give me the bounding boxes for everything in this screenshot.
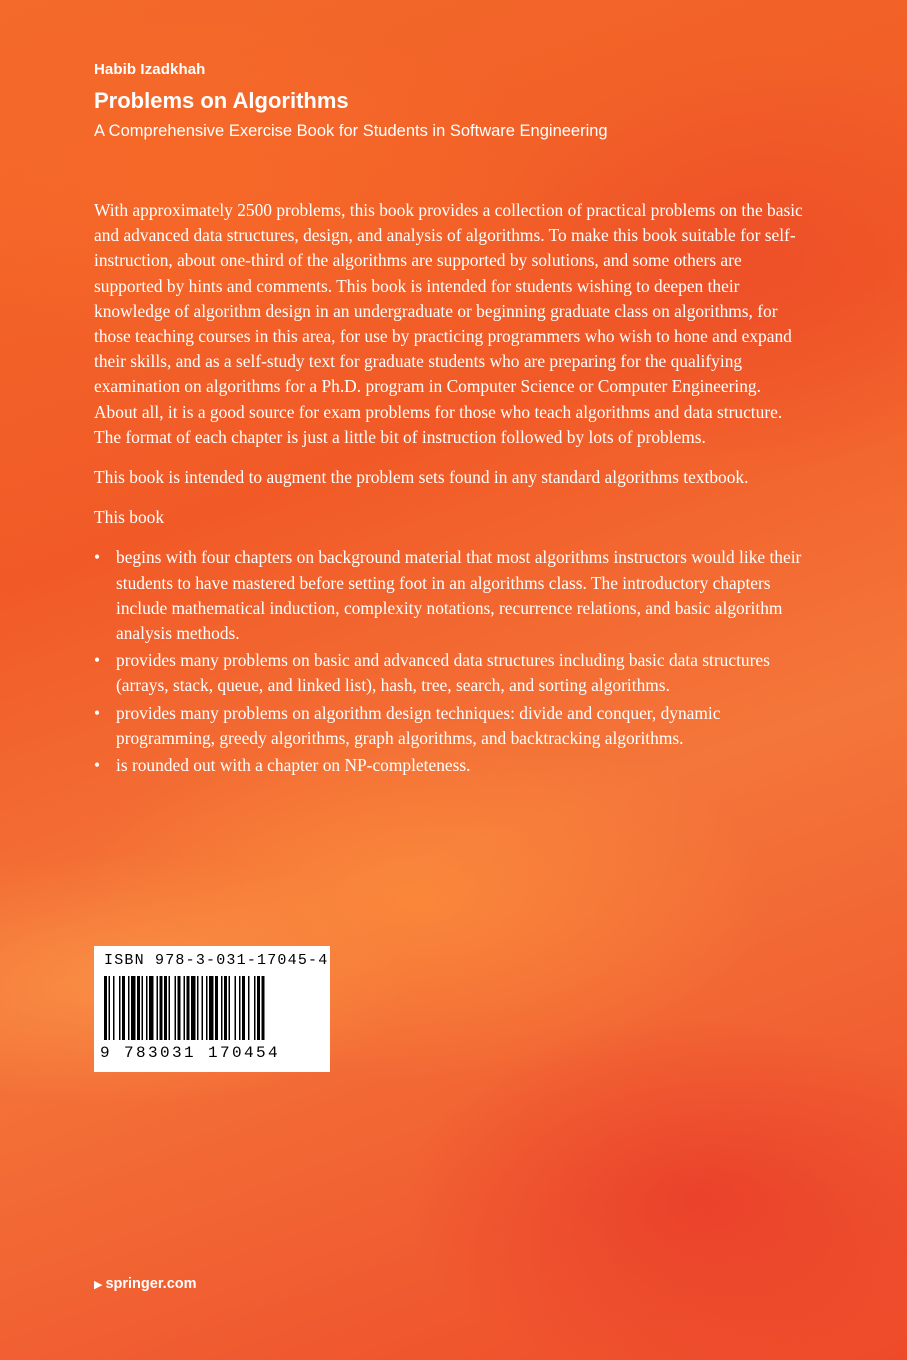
bullet-icon: • xyxy=(94,702,101,723)
barcode-bar xyxy=(187,976,190,1040)
blurb xyxy=(94,198,806,780)
barcode-bar xyxy=(175,976,177,1040)
list-item-text: is rounded out with a chapter on NP-completeness. xyxy=(116,755,471,776)
barcode-bar xyxy=(202,976,204,1040)
barcode-bar xyxy=(235,976,237,1040)
barcode-bar xyxy=(164,976,167,1040)
barcode-bar xyxy=(248,976,250,1040)
author-name: Habib Izadkhah xyxy=(94,61,206,78)
barcode-bar xyxy=(157,976,159,1040)
barcode-bar xyxy=(122,976,125,1040)
barcode-bar xyxy=(209,976,214,1040)
barcode-bar xyxy=(146,976,148,1040)
barcode-bar xyxy=(215,976,218,1040)
blurb-paragraph-2: This book is intended to augment the problem sets found in any standard algorithms textbook. xyxy=(94,467,749,488)
feature-list xyxy=(94,545,806,778)
isbn-barcode xyxy=(94,946,330,1072)
barcode-bar xyxy=(257,976,260,1040)
bullet-icon: • xyxy=(94,547,101,568)
list-item-text: begins with four chapters on background material that most algorithms instructors would like their students to have mastered before setting foot in an algorithms class. The introductory chapters include mathematical induction, complexity notations, recurrence relations, and basic algorithm analysis methods. xyxy=(116,547,802,644)
list-item xyxy=(94,753,806,778)
barcode-bar xyxy=(262,976,265,1040)
cover-header xyxy=(94,60,608,142)
isbn-label: ISBN 978-3-031-17045-4 xyxy=(104,952,329,969)
list-item xyxy=(94,545,806,646)
barcode-bar xyxy=(178,976,181,1040)
barcode-digits: 9 783031 170454 xyxy=(100,1044,281,1062)
barcode-bar xyxy=(229,976,231,1040)
publisher-website[interactable] xyxy=(94,1276,197,1292)
list-item xyxy=(94,701,806,751)
barcode-bar xyxy=(169,976,171,1040)
barcode-bar xyxy=(221,976,223,1040)
website-text: springer.com xyxy=(105,1276,197,1292)
barcode-bar xyxy=(119,976,121,1040)
barcode-bar xyxy=(224,976,227,1040)
barcode-bar xyxy=(206,976,208,1040)
barcode-bar xyxy=(239,976,241,1040)
barcode-bar xyxy=(149,976,154,1040)
barcode-bar xyxy=(104,976,107,1040)
barcode-bar xyxy=(191,976,196,1040)
list-item xyxy=(94,648,806,698)
barcode-bar xyxy=(131,976,136,1040)
barcode-bars xyxy=(104,976,320,1040)
list-item-text: provides many problems on algorithm design techniques: divide and conquer, dynamic programming, greedy algorithms, graph algorithms, and backtracking algorithms. xyxy=(116,702,721,748)
bullet-intro: This book xyxy=(94,507,165,528)
barcode-bar xyxy=(109,976,111,1040)
barcode-bar xyxy=(113,976,115,1040)
barcode-bar xyxy=(142,976,144,1040)
book-title: Problems on Algorithms xyxy=(94,88,349,113)
bullet-icon: • xyxy=(94,650,101,671)
barcode-bar xyxy=(197,976,199,1040)
barcode-bar xyxy=(137,976,140,1040)
barcode-bar xyxy=(254,976,256,1040)
blurb-paragraph-1: With approximately 2500 problems, this book provides a collection of practical problems on the basic and advanced data structures, design, and analysis of algorithms. To make this book suitable for self-instruction, about one-third of the algorithms are supported by solutions, and some others are supported by hints and comments. This book is intended for students wishing to deepen their knowledge of algorithm design in an undergraduate or beginning graduate class on algorithms, for those teaching courses in this area, for use by practicing programmers who wish to hone and expand their skills, and as a self-study text for graduate students who are preparing for the qualifying examination on algorithms for a Ph.D. program in Computer Science or Computer Engineering. About all, it is a good source for exam problems for those who teach algorithms and data structure. The format of each chapter is just a little bit of instruction followed by lots of problems. xyxy=(94,200,803,447)
triangle-right-icon: ▶ xyxy=(94,1279,103,1291)
barcode-bar xyxy=(128,976,130,1040)
book-subtitle: A Comprehensive Exercise Book for Students in Software Engineering xyxy=(94,122,608,140)
barcode-bar xyxy=(160,976,163,1040)
barcode-bar xyxy=(242,976,245,1040)
barcode-bar xyxy=(184,976,186,1040)
bullet-icon: • xyxy=(94,755,101,776)
list-item-text: provides many problems on basic and advanced data structures including basic data structures (arrays, stack, queue, and linked list), hash, tree, search, and sorting algorithms. xyxy=(116,650,770,696)
